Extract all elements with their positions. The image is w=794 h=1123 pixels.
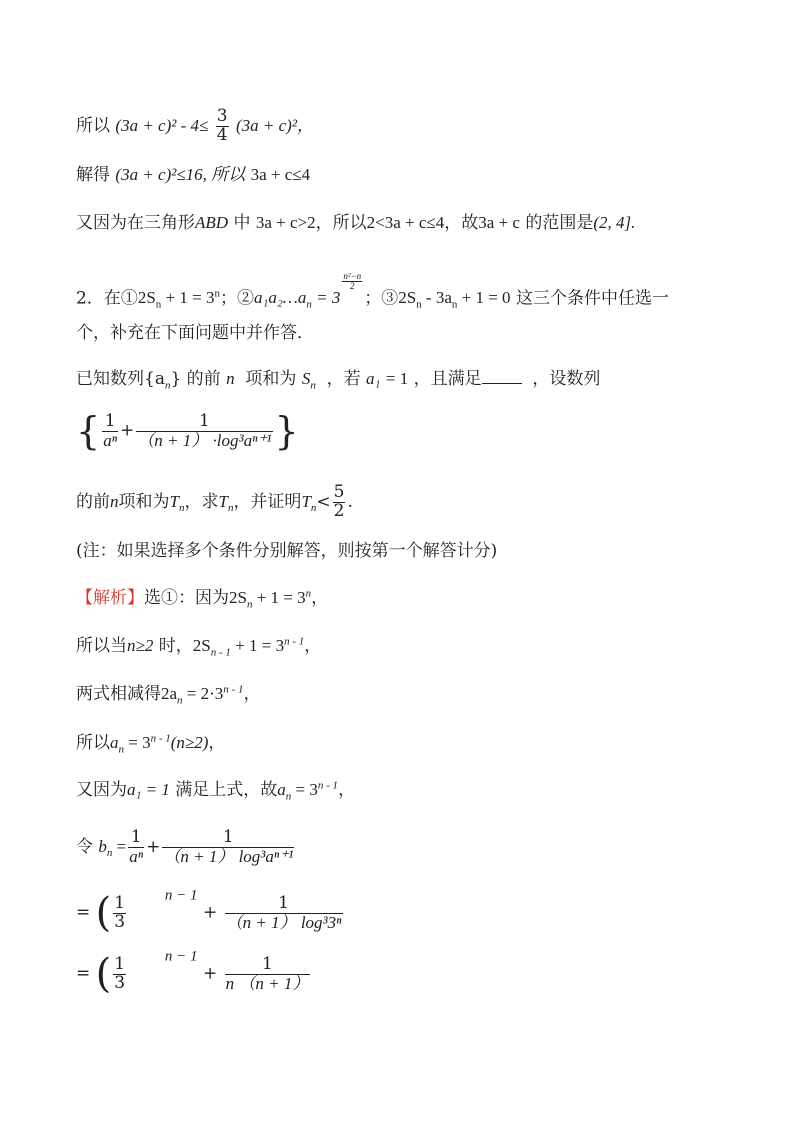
- math: = 3: [124, 733, 151, 752]
- condition-3: $2S_n - 3a_n + 1 = 0$: [398, 288, 511, 311]
- solution-line-1: 【解析】选①：因为$2S_n + 1 = 3^n$，: [76, 587, 329, 611]
- separator: ；③: [364, 288, 399, 309]
- frac-log-term: $\frac{1}{\text{（n + 1） log³aⁿ⁺¹}}$: [163, 827, 294, 866]
- text: ，若: [326, 369, 361, 389]
- l2-eq: (3a + c)²≤16, 所以: [115, 165, 246, 184]
- equals: =: [76, 963, 91, 984]
- plus: +: [202, 963, 218, 984]
- math: = 3: [291, 780, 318, 799]
- text: } 的前: [170, 369, 221, 389]
- text: ，: [208, 733, 226, 753]
- l2-prefix: 解得: [76, 165, 110, 185]
- math: a: [110, 733, 119, 752]
- range: (2, 4].: [593, 213, 636, 232]
- line-1: [76, 108, 314, 145]
- frac-log-term: $\frac{1}{\text{（n + 1） ·log³aⁿ⁺¹}}$: [137, 410, 272, 450]
- text: ，且满足: [413, 369, 482, 389]
- text: ，设数列: [532, 369, 601, 389]
- math: 2S: [229, 588, 247, 607]
- var-a1: a₁: [366, 369, 381, 388]
- math: a₁ = 1: [127, 780, 170, 799]
- plus: +: [202, 902, 218, 923]
- var-t: T: [218, 491, 228, 511]
- note-line: (注：如果选择多个条件分别解答，则按第一个解答计分): [76, 541, 498, 561]
- exponent-fraction: $\frac{\text{n²−n}}{2}$: [343, 271, 362, 292]
- solution-line-5: 又因为a₁ = 1 满足上式，故$a_n = 3^{n - 1}$，: [76, 779, 356, 803]
- l1-rhs: (3a + c)²，: [235, 115, 314, 135]
- text: 这三个条件中任选一: [515, 288, 669, 309]
- text: ，: [311, 588, 329, 608]
- line-3: [76, 213, 635, 233]
- math: a₁a₂…a: [253, 288, 307, 308]
- solution-line-8: [76, 948, 312, 997]
- text: 的范围是: [525, 213, 594, 233]
- condition-1: $2S_n + 1 = 3^n$: [137, 287, 220, 311]
- text: 所以当: [76, 636, 127, 656]
- line-2: [76, 165, 310, 185]
- text: 选①：因为: [144, 588, 229, 608]
- l1-lhs: (3a + c)² - 4≤: [115, 115, 209, 135]
- l1-prefix: 所以: [76, 115, 110, 136]
- var-b: b: [98, 836, 107, 856]
- text: 项和为: [118, 491, 170, 512]
- text: 已知数列{a: [76, 369, 165, 389]
- text: ，: [338, 780, 356, 800]
- math: - 3a: [421, 288, 452, 308]
- math: + 1 = 0: [457, 288, 511, 308]
- math: 2a: [161, 684, 178, 703]
- frac-one-third: $\frac{1}{3}$: [114, 953, 126, 993]
- brace-left: {: [76, 409, 101, 453]
- sequence-expression: [76, 409, 299, 453]
- question-2-line-2: 个，补充在下面问题中并作答．: [76, 323, 314, 343]
- frac-n-term: $\frac{1}{n (n + 1)}$: [225, 953, 310, 993]
- math: n≥2: [127, 636, 154, 655]
- math: = 2·3: [182, 684, 224, 703]
- math: 3a + c>2: [255, 213, 316, 232]
- frac-one-third: $\frac{1}{3}$: [114, 892, 126, 932]
- frac-1-over-an: $\frac{1}{\text{aⁿ}}$: [129, 827, 144, 866]
- brace-right: }: [274, 409, 299, 453]
- plus: +: [120, 420, 135, 441]
- math: 2S: [398, 288, 417, 308]
- text: 项和为: [245, 369, 297, 389]
- text: 中: [233, 213, 251, 233]
- math: 2S: [137, 288, 156, 308]
- exponent: n − 1: [164, 948, 198, 965]
- math: = 1: [385, 369, 409, 388]
- exponent: n − 1: [164, 887, 198, 904]
- paren-left: (: [95, 951, 112, 997]
- math: a: [277, 780, 286, 799]
- text: ，所以: [315, 213, 367, 233]
- l2-eq2: 3a + c≤4: [250, 165, 311, 184]
- text: 令: [76, 836, 93, 857]
- math: 2<3a + c≤4: [366, 213, 445, 232]
- fill-blank: [482, 369, 522, 384]
- text: 所以: [76, 733, 110, 753]
- condition-2: $a_1a_2\dots a_n = 3$ $\frac{\text{n²−n}}{2}$: [253, 271, 362, 311]
- paren-left: (: [95, 890, 112, 936]
- text: 满足上式，故: [175, 780, 278, 800]
- text: ，并证明: [233, 491, 302, 512]
- math: 3a + c: [478, 213, 520, 232]
- solution-line-3: 两式相减得$2a_n = 2\cdot 3^{n - 1}$，: [76, 683, 261, 707]
- frac-log3-term: $\frac{1}{\text{（n + 1） log³3ⁿ}}$: [225, 892, 342, 932]
- question-2-line-3: 已知数列$\{a_n\}$ 的前 n 项和为 $S_n$ ，若 a₁ = 1 ，且满足 ，设数列: [76, 369, 601, 392]
- text: ，: [243, 684, 261, 704]
- math: (n≥2): [170, 733, 209, 752]
- fraction-five-halves: $\frac{5}{2}$: [333, 482, 345, 521]
- math: + 1 = 3: [230, 636, 285, 655]
- question-2-line-5: 的前n项和为$T_n$，求$T_n$，并证明$T_n<$ $\frac{5}{2}$ .: [76, 482, 353, 521]
- separator: ；②: [219, 288, 254, 309]
- var-n: n: [226, 369, 235, 388]
- text: ，: [304, 636, 322, 656]
- frac-1-over-an: $\frac{1}{\text{aⁿ}}$: [103, 410, 118, 450]
- math: + 1 = 3: [161, 288, 215, 308]
- text: ，求: [184, 491, 219, 512]
- solution-line-2: 所以当n≥2 时，$2S_{n - 1} + 1 = 3^{n - 1}$，: [76, 635, 322, 659]
- text: 又因为在三角形: [76, 213, 195, 233]
- question-2-line: [76, 271, 669, 311]
- text: ，故: [444, 213, 479, 233]
- solution-line-6: 令 $b_n$ = $\frac{1}{\text{aⁿ}}$ + $\frac{1}{\text{（n + 1） log³aⁿ⁺¹}}$: [76, 827, 294, 866]
- question-number: 2．在①: [76, 288, 138, 309]
- solution-tag: 【解析】: [76, 588, 144, 608]
- text: 又因为: [76, 780, 127, 800]
- var-s: S: [301, 369, 311, 388]
- var-t: T: [301, 491, 311, 511]
- text: 时，: [158, 636, 193, 656]
- equals: =: [76, 902, 91, 923]
- plus: +: [146, 836, 161, 857]
- math: = 3: [311, 288, 341, 308]
- triangle-label: ABD: [195, 213, 229, 232]
- math: + 1 = 3: [252, 588, 306, 607]
- var-t: T: [169, 491, 179, 511]
- math: 2S: [192, 636, 211, 655]
- less-than: <: [316, 491, 331, 512]
- text: 两式相减得: [76, 684, 161, 704]
- var-n: n: [110, 491, 119, 511]
- solution-line-4: 所以$a_n = 3^{n - 1}(n\ge 2)$，: [76, 732, 226, 756]
- fraction-three-quarters: $\frac{3}{4}$: [216, 106, 228, 145]
- equals: =: [112, 836, 127, 856]
- solution-line-7: [76, 887, 345, 936]
- text: 的前: [76, 491, 110, 512]
